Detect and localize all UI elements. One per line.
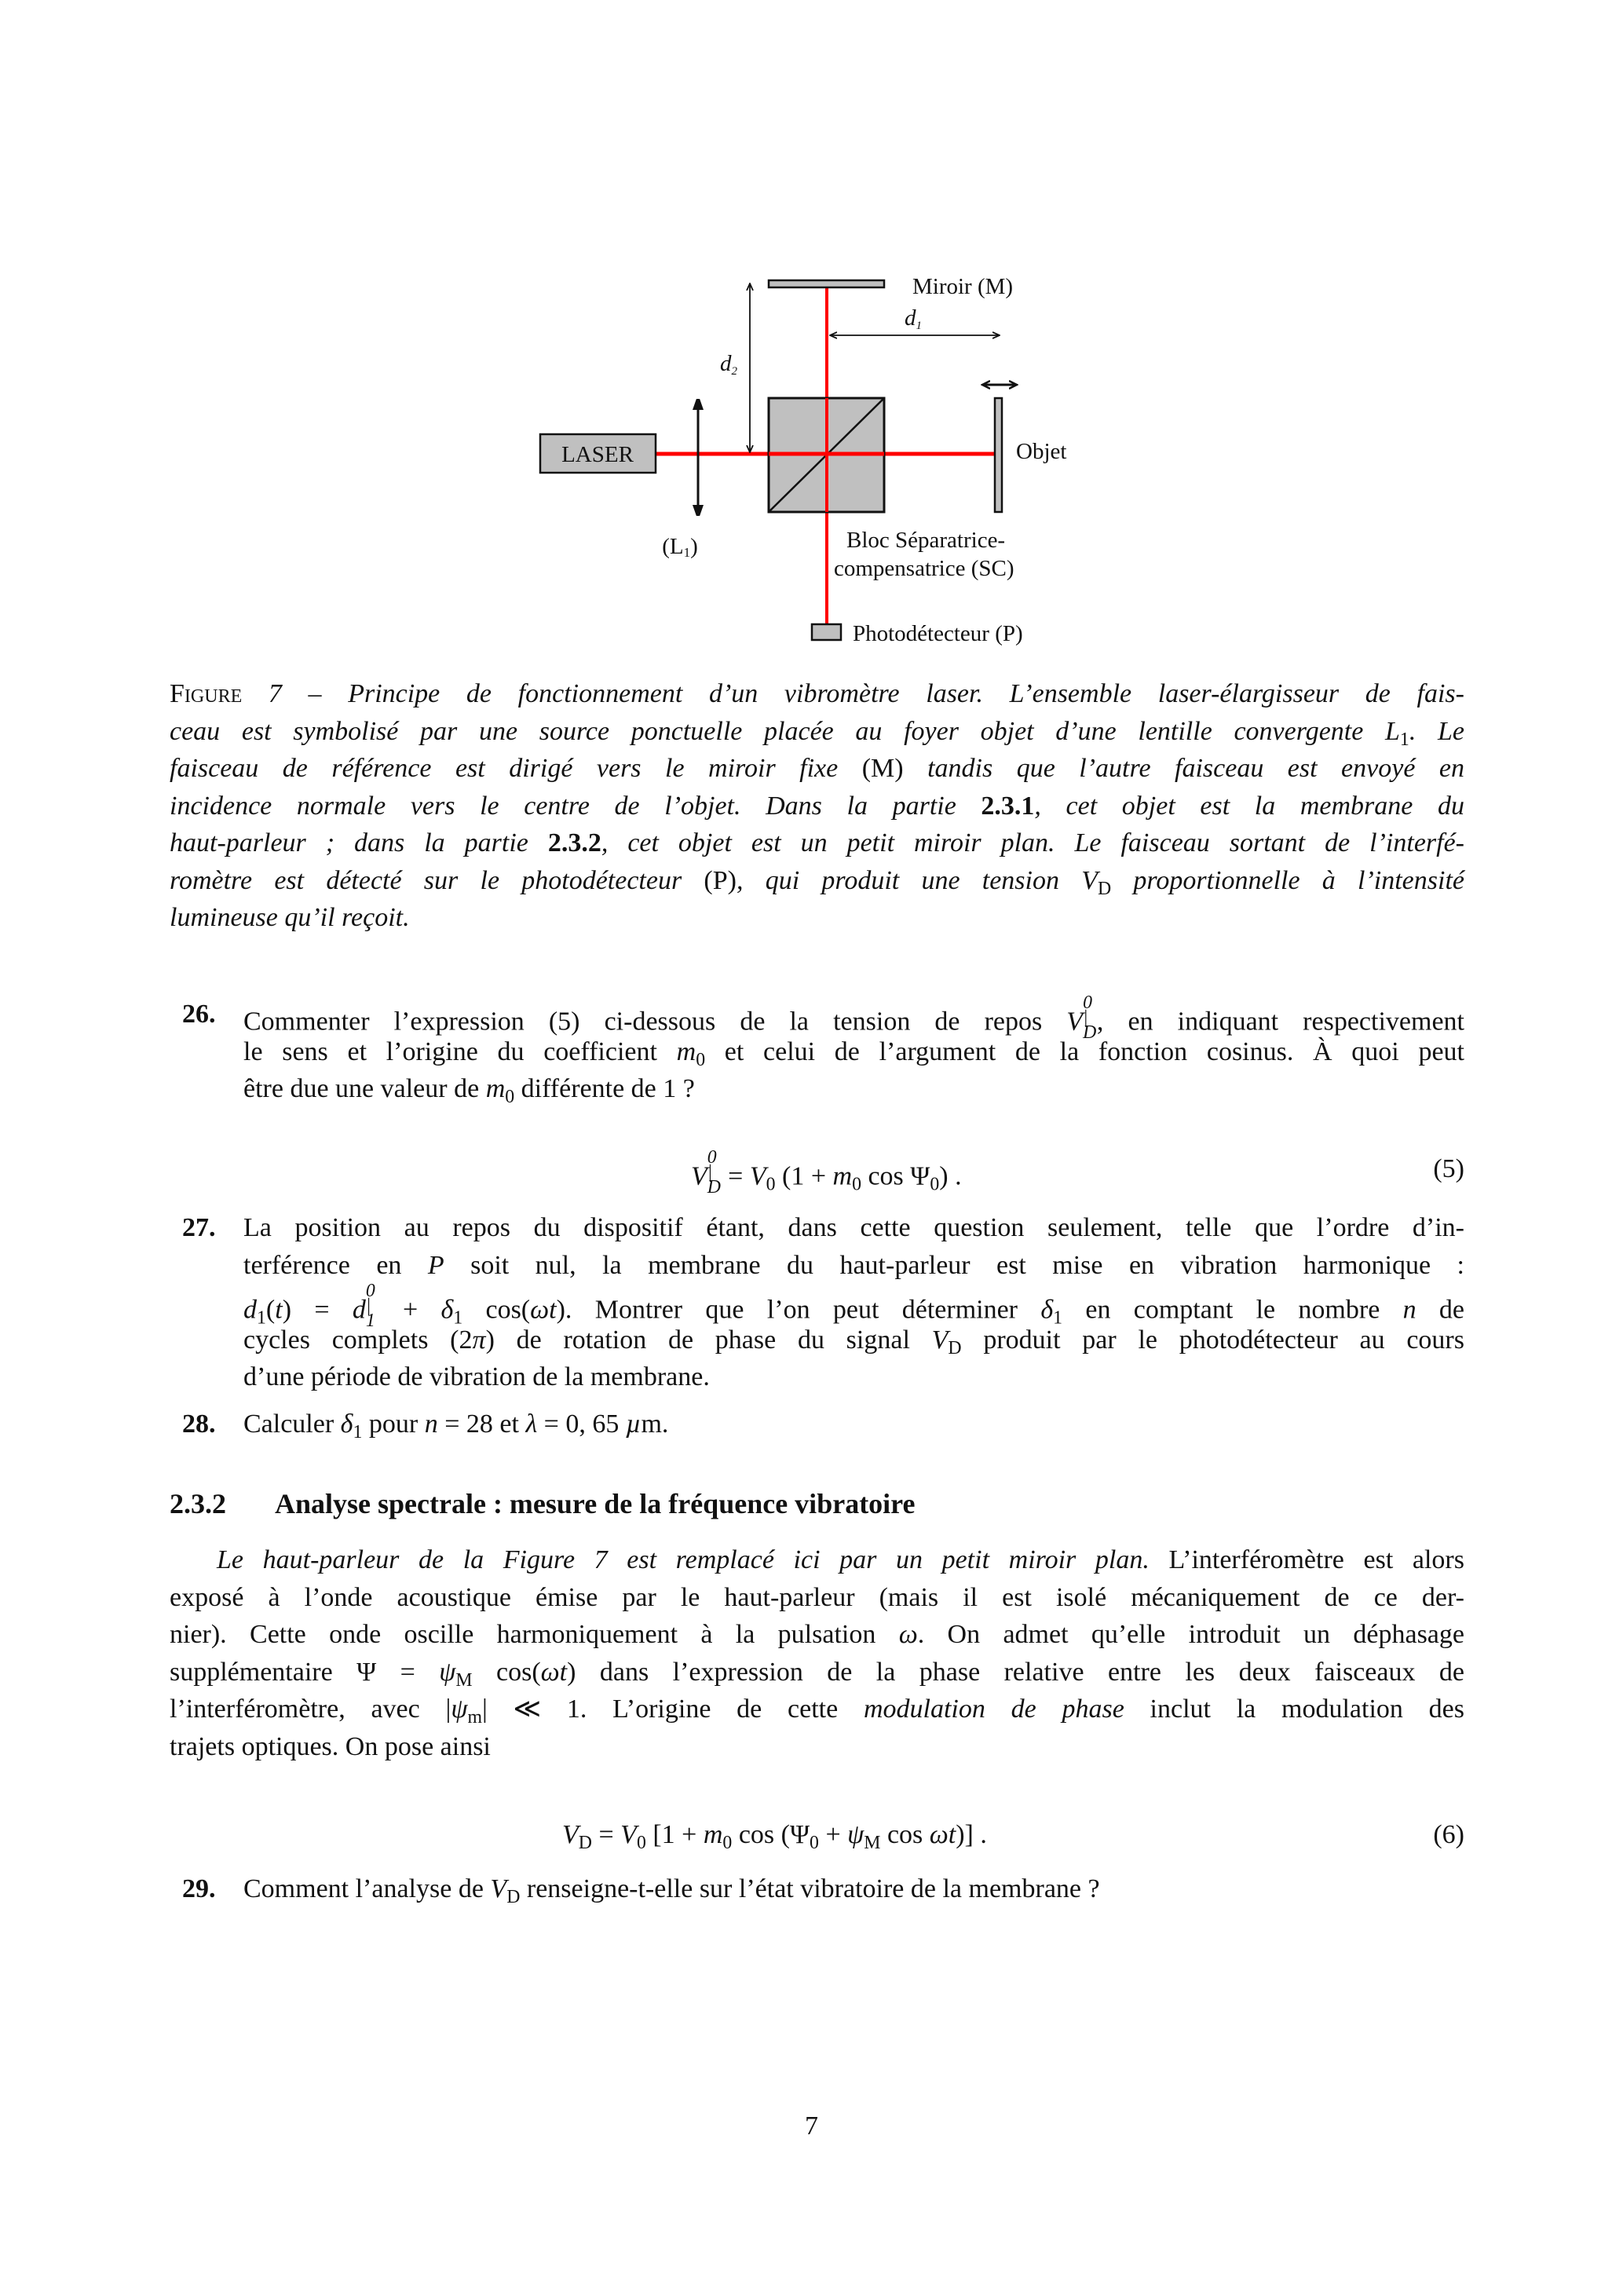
text-segment: V [1066, 1007, 1084, 1036]
text-line [170, 1728, 1464, 1766]
text-segment: , cet objet est un petit miroir plan. Le faisceau sortant de l’interfé- [601, 828, 1464, 857]
text-segment: 0 [766, 1174, 776, 1195]
text-segment: pour [362, 1409, 425, 1439]
text-segment: ) dans l’expression de la phase relative entre les deux faisceaux de [567, 1657, 1464, 1687]
text-segment: m [832, 1161, 853, 1191]
text-line [243, 1247, 1464, 1285]
photodetector [812, 624, 841, 640]
text-segment: λ [525, 1409, 538, 1439]
text-segment: 1 [453, 1307, 463, 1329]
text-segment: de [1416, 1295, 1465, 1325]
text-segment: + [818, 1820, 848, 1849]
text-segment: n [424, 1409, 438, 1439]
text-segment: m [485, 1074, 506, 1103]
text-line [170, 788, 1464, 825]
text-segment: lumineuse qu’il reçoit. [170, 903, 410, 932]
text-segment: renseigne-t-elle sur l’état vibratoire de la membrane ? [520, 1874, 1100, 1903]
question-26 [182, 993, 1464, 1108]
text-segment: 2.3.1 [981, 791, 1035, 821]
text-line [170, 1579, 1464, 1617]
text-segment: 2.3.2 [547, 828, 601, 857]
text-segment: d [352, 1295, 366, 1325]
text-segment: D [1098, 878, 1112, 899]
text-segment: ψ [847, 1820, 865, 1849]
text-segment: (1 + [775, 1161, 833, 1191]
text-segment: ω [898, 1620, 918, 1649]
text-segment: ) = [282, 1295, 353, 1325]
text-segment: [1 + [645, 1820, 704, 1849]
text-segment: n [1402, 1295, 1416, 1325]
text-line [243, 1033, 1464, 1071]
text-segment: produit par le photodétecteur au cours [961, 1325, 1464, 1355]
text-segment: V [691, 1161, 707, 1191]
text-segment: l’interféromètre, avec | [170, 1695, 451, 1724]
text-segment: ( [265, 1295, 276, 1325]
text-segment: ψ [451, 1695, 468, 1724]
splitter-label-2: compensatrice (SC) [834, 556, 1014, 581]
text-segment: 0 [930, 1174, 940, 1195]
text-segment: (P) [704, 865, 737, 895]
text-segment: V [490, 1874, 507, 1903]
text-segment: 0 [505, 1087, 515, 1108]
text-segment: cos Ψ [861, 1161, 930, 1191]
text-segment: inclut la modulation des [1124, 1695, 1464, 1724]
text-segment: = 0, 65 [537, 1409, 626, 1439]
text-segment: P [427, 1250, 444, 1280]
text-segment: D [948, 1337, 962, 1358]
text-segment: ) . [939, 1161, 962, 1191]
text-segment: exposé à l’onde acoustique émise par le haut-parleur (mais il est isolé mécaniquement de ce der- [170, 1582, 1464, 1612]
text-segment: ωt [929, 1820, 956, 1849]
text-segment: 0 [636, 1833, 646, 1854]
text-line [170, 899, 1464, 937]
figure-caption [170, 675, 1464, 937]
text-segment: Comment l’analyse de [243, 1874, 491, 1903]
text-segment: 1 [353, 1422, 363, 1443]
text-segment: ). Montrer que l’on peut déterminer [556, 1295, 1041, 1325]
text-line [243, 1209, 1464, 1247]
text-segment: d’une période de vibration de la membrane. [243, 1362, 710, 1391]
text-segment: µ [625, 1409, 642, 1439]
text-segment: V [1081, 865, 1098, 895]
equation-5 [691, 1147, 962, 1198]
text-segment: + [379, 1295, 441, 1325]
text-segment: Le haut-parleur de la Figure 7 est remplacé ici par un petit miroir plan. [217, 1545, 1150, 1574]
text-segment: δ [1040, 1295, 1054, 1325]
question-number: 27. [182, 1213, 216, 1242]
text-segment: 0 [810, 1833, 819, 1854]
text-line [170, 750, 1464, 788]
text-line [170, 713, 1464, 751]
text-segment: supplémentaire Ψ = [170, 1657, 440, 1687]
text-segment: . Le [1409, 716, 1464, 746]
text-segment: 7 – Principe de fonctionnement d’un vibromètre laser. L’ensemble laser-élargisseur de fais- [242, 679, 1464, 708]
text-segment: | ≪ 1. L’origine de cette [481, 1695, 864, 1724]
text-segment: m [703, 1820, 723, 1849]
text-segment: Figure [170, 679, 243, 708]
text-segment: m [467, 1707, 482, 1728]
text-segment: )] . [956, 1820, 987, 1849]
question-27 [182, 1209, 1465, 1396]
question-28 [182, 1406, 1464, 1443]
text-line [243, 1322, 1464, 1359]
text-segment: proportionnelle à l’intensité [1111, 865, 1464, 895]
text-segment: δ [440, 1295, 454, 1325]
interferometer-diagram [0, 0, 1623, 660]
text-segment: V [749, 1161, 766, 1191]
mirror-label: Miroir (M) [912, 274, 1014, 299]
text-segment: m. [641, 1409, 669, 1439]
text-segment: soit nul, la membrane du haut-parleur est mise en vibration harmonique : [444, 1250, 1464, 1280]
text-line [243, 1070, 1464, 1108]
text-segment: , en indiquant respectivement [1096, 1007, 1464, 1036]
text-segment: 1 [1053, 1307, 1063, 1329]
text-segment: terférence en [243, 1250, 428, 1280]
text-segment: V [620, 1820, 637, 1849]
text-segment: haut-parleur ; dans la partie [170, 828, 548, 857]
text-segment: ωt [540, 1657, 568, 1687]
text-segment: D [578, 1833, 592, 1854]
equation-5-label: (5) [1433, 1154, 1464, 1183]
text-segment: romètre est détecté sur le photodétecteur [170, 865, 704, 895]
question-number: 28. [182, 1409, 216, 1439]
text-segment: modulation de phase [863, 1695, 1124, 1724]
text-segment: cos( [462, 1295, 531, 1325]
text-segment: (M) [861, 754, 904, 783]
text-segment: ceau est symbolisé par une source ponctuelle placée au foyer objet d’une lentille convergente [170, 716, 1385, 746]
text-segment: 1 [257, 1307, 266, 1329]
text-segment: nier). Cette onde oscille harmoniquement à la pulsation [170, 1620, 899, 1649]
splitter-label-1: Bloc Séparatrice- [846, 528, 1006, 553]
section-number: 2.3.2 [170, 1488, 226, 1519]
text-line [170, 1691, 1464, 1728]
text-segment: D [506, 1887, 521, 1908]
text-segment: faisceau de référence est dirigé vers le miroir fixe [170, 754, 862, 783]
text-line [170, 675, 1464, 713]
text-segment: , qui produit une tension [736, 865, 1082, 895]
text-segment: π [472, 1325, 486, 1355]
text-segment: différente de 1 ? [514, 1074, 695, 1103]
text-segment: = [591, 1820, 621, 1849]
text-segment: M [864, 1833, 881, 1854]
text-line [243, 1870, 1464, 1908]
laser-label: LASER [561, 442, 634, 467]
text-segment: tandis que l’autre faisceau est envoyé en [903, 754, 1464, 783]
super-sub-script: 0|1 [365, 1281, 375, 1332]
text-segment: m [676, 1036, 696, 1066]
text-segment: V [931, 1325, 949, 1355]
page-number: 7 [805, 2111, 818, 2141]
text-segment: Commenter l’expression (5) ci-dessous de la tension de repos [243, 1007, 1067, 1036]
text-segment: le sens et l’origine du coefficient [243, 1036, 677, 1066]
text-line [170, 1616, 1464, 1654]
section-heading [170, 1486, 915, 1523]
equation-6 [562, 1816, 987, 1854]
text-segment: en comptant le nombre [1062, 1295, 1403, 1325]
text-segment: 0 [722, 1833, 733, 1854]
text-segment: = [721, 1161, 750, 1191]
lens-label: (L1) [662, 534, 698, 560]
super-sub-script: 0|D [707, 1147, 721, 1198]
question-number: 29. [182, 1874, 216, 1903]
text-segment: d [243, 1295, 257, 1325]
text-segment: 0 [696, 1049, 706, 1070]
text-segment: incidence normale vers le centre de l’objet. Dans la partie [170, 791, 981, 821]
text-segment: trajets optiques. On pose ainsi [170, 1731, 491, 1761]
question-29 [182, 1870, 1464, 1908]
super-sub-script: 0|D [1083, 993, 1097, 1044]
text-segment: cos (Ψ [732, 1820, 810, 1849]
text-segment: cycles complets (2 [243, 1325, 473, 1355]
text-segment: δ [340, 1409, 353, 1439]
text-line [170, 1541, 1464, 1579]
text-segment: 0 [852, 1174, 861, 1195]
text-segment: cos [880, 1820, 930, 1849]
text-segment: cos( [472, 1657, 541, 1687]
object-plate [995, 398, 1002, 512]
question-number: 26. [182, 1000, 216, 1029]
text-line [243, 1358, 1464, 1396]
text-segment: La position au repos du dispositif étant, dans cette question seulement, telle que l’ordre d’in- [243, 1213, 1464, 1242]
section-title: Analyse spectrale : mesure de la fréquence vibratoire [275, 1488, 916, 1519]
text-segment: ψ [439, 1657, 456, 1687]
text-segment: , cet objet est la membrane du [1034, 791, 1464, 821]
text-segment: L’interféromètre est alors [1149, 1545, 1464, 1574]
text-segment: ωt [530, 1295, 557, 1325]
text-line [170, 824, 1464, 862]
text-segment: ) de rotation de phase du signal [485, 1325, 932, 1355]
text-line [170, 862, 1464, 900]
text-segment: V [562, 1820, 579, 1849]
text-segment: Calculer [243, 1409, 341, 1439]
section-paragraph [170, 1541, 1464, 1765]
text-segment: . On admet qu’elle introduit un déphasage [917, 1620, 1464, 1649]
text-line [243, 1406, 1464, 1443]
text-segment: 1 [1399, 729, 1409, 750]
text-segment: L [1385, 716, 1400, 746]
d2-label: d2 [720, 351, 737, 378]
text-segment: être due une valeur de [243, 1074, 486, 1103]
text-line [170, 1654, 1464, 1691]
d1-label: d1 [905, 305, 922, 332]
mirror-m [769, 280, 884, 287]
photodetector-label: Photodétecteur (P) [853, 621, 1023, 646]
text-segment: M [455, 1669, 473, 1691]
equation-6-label: (6) [1433, 1820, 1464, 1849]
text-line [243, 993, 1464, 1044]
text-segment: = 28 et [437, 1409, 526, 1439]
text-segment: t [275, 1295, 283, 1325]
object-label: Objet [1016, 439, 1067, 464]
text-segment: et celui de l’argument de la fonction cosinus. À quoi peut [705, 1036, 1464, 1066]
text-line [243, 1281, 1465, 1332]
